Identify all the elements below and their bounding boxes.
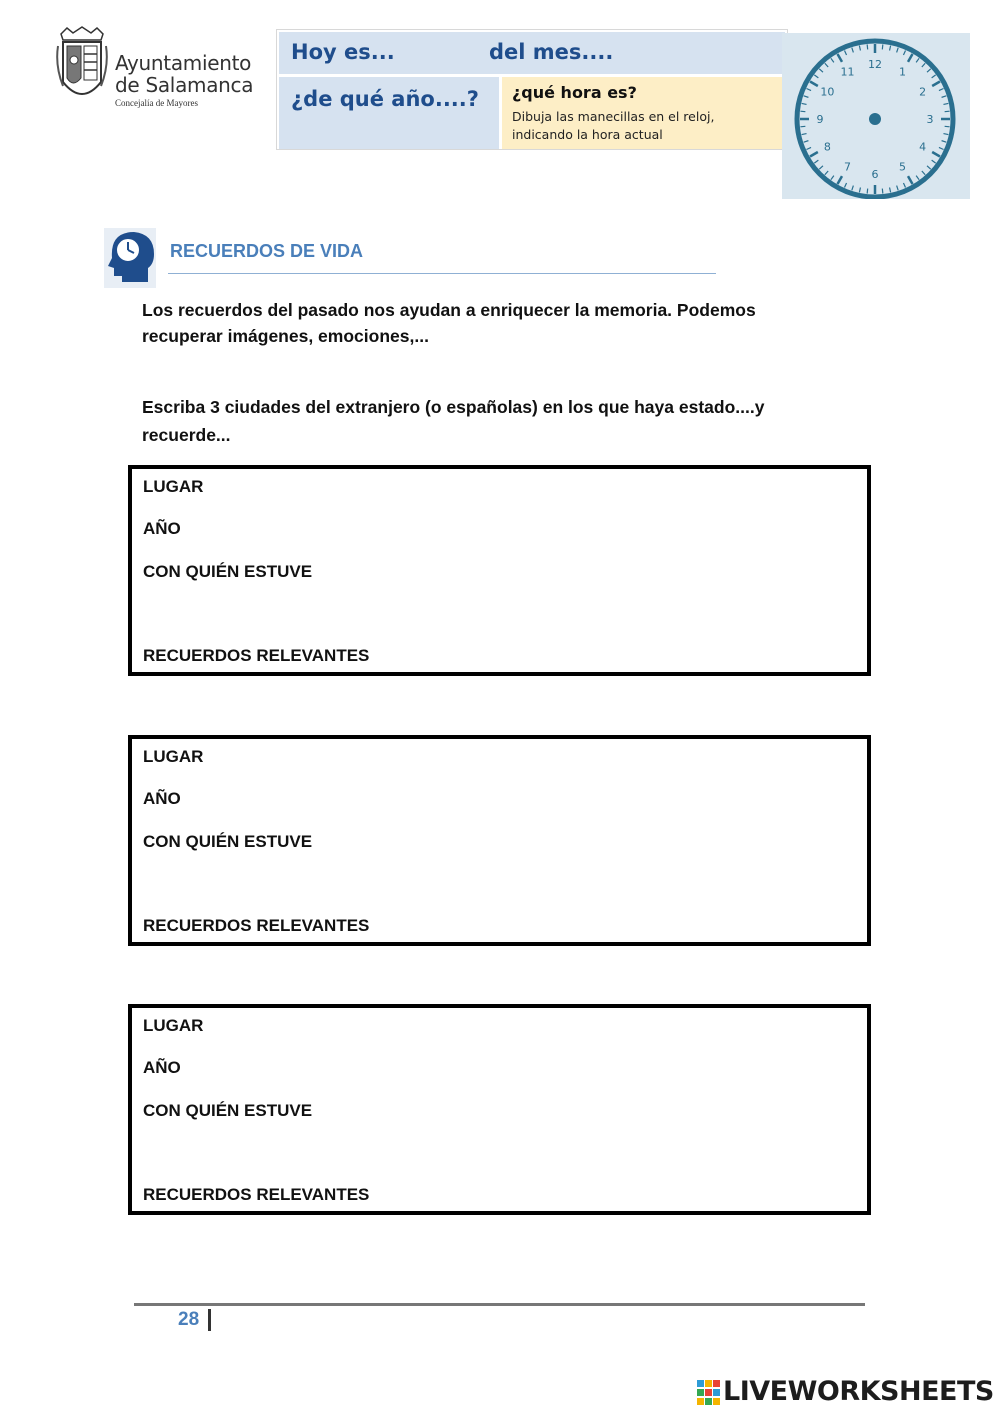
con-quien-label: CON QUIÉN ESTUVE: [143, 832, 313, 851]
recuerdos-label: RECUERDOS RELEVANTES: [143, 916, 370, 935]
intro-paragraph: [142, 297, 842, 349]
section-title: RECUERDOS DE VIDA: [170, 241, 364, 261]
clock-number: 6: [871, 168, 879, 181]
clock-number: 5: [899, 160, 906, 174]
hora-instructions: [512, 108, 732, 144]
clock-number: 12: [868, 58, 882, 71]
memory-box-1[interactable]: [128, 465, 871, 676]
liveworksheets-text: LIVEWORKSHEETS: [723, 1376, 994, 1407]
section-divider: [168, 273, 716, 274]
lugar-label: LUGAR: [143, 1016, 204, 1035]
clock-number: 9: [816, 113, 824, 126]
memory-box-2[interactable]: [128, 735, 871, 946]
con-quien-label: CON QUIÉN ESTUVE: [143, 562, 313, 581]
anio-label: AÑO: [143, 1058, 181, 1077]
clock-number: 1: [899, 65, 906, 79]
date-row: [279, 32, 785, 74]
clock-center-dot: [869, 113, 881, 125]
que-anio-label: ¿de qué año....?: [291, 87, 479, 111]
page-number-bar: [208, 1309, 211, 1331]
del-mes-label: del mes....: [489, 40, 614, 64]
date-prompt-box: [276, 29, 788, 150]
year-cell: [279, 77, 499, 149]
clock-panel: [782, 33, 970, 199]
clock-number: 10: [820, 85, 835, 99]
salamanca-crest-icon: [55, 26, 109, 106]
footer-divider: [134, 1303, 865, 1306]
logo-subtitle: Concejalía de Mayores: [115, 98, 198, 108]
intro-line-1: Los recuerdos del pasado nos ayudan a enriquecer la memoria. Podemos: [142, 300, 756, 320]
recuerdos-label: RECUERDOS RELEVANTES: [143, 646, 370, 665]
lugar-label: LUGAR: [143, 477, 204, 496]
con-quien-label: CON QUIÉN ESTUVE: [143, 1101, 313, 1120]
anio-label: AÑO: [143, 519, 181, 538]
head-clock-icon: [104, 228, 156, 288]
intro-line-2: recuperar imágenes, emociones,...: [142, 326, 429, 346]
ayuntamiento-logo: [55, 26, 255, 110]
recuerdos-label: RECUERDOS RELEVANTES: [143, 1185, 370, 1204]
instruction-line-1: Escriba 3 ciudades del extranjero (o españolas) en los que haya estado....y: [142, 397, 765, 417]
logo-line-1: Ayuntamiento: [115, 51, 252, 75]
clock-number: 11: [840, 65, 855, 79]
memory-box-3[interactable]: [128, 1004, 871, 1215]
liveworksheets-logo-icon: [697, 1380, 721, 1406]
clock-number: 2: [919, 85, 927, 99]
hora-instructions-line-2: indicando la hora actual: [512, 127, 663, 142]
logo-line-2: de Salamanca: [115, 73, 254, 97]
que-hora-label: ¿qué hora es?: [512, 83, 637, 102]
clock-number: 3: [926, 113, 934, 126]
instruction-paragraph: [142, 393, 842, 449]
clock-number: 4: [919, 140, 927, 154]
clock-number: 7: [844, 160, 851, 174]
lugar-label: LUGAR: [143, 747, 204, 766]
anio-label: AÑO: [143, 789, 181, 808]
clock-number: 8: [823, 140, 831, 154]
hora-instructions-line-1: Dibuja las manecillas en el reloj,: [512, 109, 715, 124]
time-cell: [502, 77, 785, 149]
hoy-es-label: Hoy es...: [291, 40, 395, 64]
page-number: 28: [178, 1309, 200, 1330]
clock-face-icon[interactable]: [782, 33, 970, 199]
instruction-line-2: recuerde...: [142, 425, 231, 445]
